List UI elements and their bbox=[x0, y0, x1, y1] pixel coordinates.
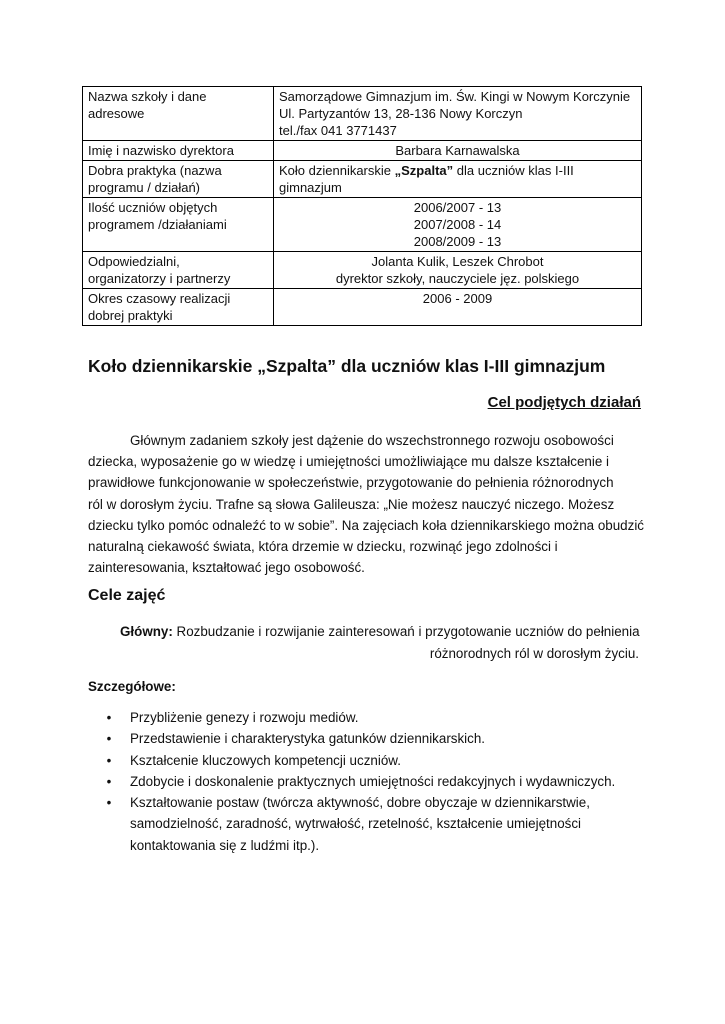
list-item-text: Przybliżenie genezy i rozwoju mediów. bbox=[130, 710, 359, 725]
paragraph-line: ról w dorosłym życiu. Trafne są słowa Galileusza: „Nie możesz nauczyć niczego. Możesz bbox=[88, 496, 615, 512]
main-goal-line: różnorodnych ról w dorosłym życiu. bbox=[429, 645, 639, 661]
row-label-director bbox=[83, 141, 274, 161]
label-line: dobrej praktyki bbox=[88, 308, 173, 323]
value-line: gimnazjum bbox=[279, 180, 342, 195]
row-label-responsible bbox=[83, 252, 274, 289]
paragraph-line: prawidłowe funkcjonowanie w społeczeństwie, przygotowanie do pełnienia różnorodnych bbox=[88, 475, 614, 491]
value-line: 2006/2007 - 13 bbox=[413, 200, 502, 215]
row-label-period bbox=[83, 289, 274, 326]
bullet-icon: • bbox=[106, 773, 112, 789]
list-item bbox=[104, 771, 644, 792]
label-line: Nazwa szkoły i dane bbox=[88, 89, 207, 104]
main-goal-line bbox=[88, 621, 639, 643]
list-item bbox=[104, 707, 644, 728]
list-item-text: Zdobycie i doskonalenie praktycznych umiejętności redakcyjnych i wydawniczych. bbox=[130, 773, 616, 789]
table-row bbox=[83, 198, 642, 252]
table-row bbox=[83, 161, 642, 198]
table-row bbox=[83, 141, 642, 161]
value-bold: „Szpalta” bbox=[394, 163, 454, 178]
list-item-text: Kształcenie kluczowych kompetencji uczniów. bbox=[130, 752, 401, 768]
info-table bbox=[82, 86, 642, 326]
bullet-icon: • bbox=[106, 752, 112, 768]
label-line: Okres czasowy realizacji bbox=[88, 291, 231, 306]
label-line: programu / działań) bbox=[88, 180, 200, 195]
row-value-practice bbox=[274, 161, 642, 198]
value-line: Jolanta Kulik, Leszek Chrobot bbox=[371, 254, 544, 269]
section-subtitle: Cel podjętych działań bbox=[487, 394, 641, 411]
list-item-text: Przedstawienie i charakterystyka gatunków dziennikarskich. bbox=[130, 731, 486, 747]
value-suffix: dla uczniów klas I-III bbox=[453, 163, 574, 178]
label-line: Odpowiedzialni, bbox=[88, 254, 180, 269]
list-item-text: Kształtowanie postaw (twórcza aktywność, dobre obyczaje w dziennikarstwie, bbox=[130, 795, 590, 811]
document-title: Koło dziennikarskie „Szpalta” dla uczniów klas I-III gimnazjum bbox=[88, 356, 606, 376]
purpose-paragraph bbox=[88, 430, 648, 578]
label-line: organizatorzy i partnerzy bbox=[88, 271, 231, 286]
row-value-students bbox=[274, 198, 642, 252]
value-line: 2008/2009 - 13 bbox=[413, 234, 502, 249]
row-value-director bbox=[274, 141, 642, 161]
row-value-school bbox=[274, 87, 642, 141]
row-label-school bbox=[83, 87, 274, 141]
bullet-icon: • bbox=[106, 710, 112, 725]
label-line: adresowe bbox=[88, 106, 145, 121]
list-item-text: samodzielność, zaradność, wytrwałość, rzetelność, kształcenie umiejętności bbox=[130, 816, 582, 832]
paragraph-line: Głównym zadaniem szkoły jest dążenie do wszechstronnego rozwoju osobowości bbox=[130, 433, 614, 448]
paragraph-line: dziecka, wyposażenie go w wiedzę i umiejętności umożliwiające mu dalsze kształcenie i bbox=[88, 454, 609, 470]
label-line: Ilość uczniów objętych bbox=[88, 200, 218, 215]
goals-heading: Cele zajęć bbox=[88, 587, 166, 604]
label-line: programem /działaniami bbox=[88, 217, 227, 232]
table-row bbox=[83, 252, 642, 289]
row-label-students bbox=[83, 198, 274, 252]
list-item bbox=[104, 792, 644, 856]
row-value-period bbox=[274, 289, 642, 326]
table-row bbox=[83, 289, 642, 326]
main-goal bbox=[88, 621, 639, 664]
detailed-heading: Szczegółowe: bbox=[88, 679, 176, 694]
value-line: 2006 - 2009 bbox=[422, 291, 493, 306]
row-label-practice bbox=[83, 161, 274, 198]
paragraph-line: zainteresowania, kształtować jego osobowość. bbox=[88, 560, 365, 576]
value-line: 2007/2008 - 14 bbox=[413, 217, 502, 232]
value-line: Samorządowe Gimnazjum im. Św. Kingi w Nowym Korczynie bbox=[279, 89, 631, 104]
list-item bbox=[104, 728, 644, 749]
label-line: Imię i nazwisko dyrektora bbox=[88, 143, 234, 158]
table-row bbox=[83, 87, 642, 141]
value-line: dyrektor szkoły, nauczyciele jęz. polskiego bbox=[335, 271, 580, 286]
paragraph-line: naturalną ciekawość świata, która drzemie w dziecku, rozwinąć jego zdolności i bbox=[88, 539, 558, 555]
label-line: Dobra praktyka (nazwa bbox=[88, 163, 222, 178]
value-line bbox=[279, 162, 636, 179]
value-prefix: Koło dziennikarskie bbox=[279, 163, 395, 178]
row-value-responsible bbox=[274, 252, 642, 289]
paragraph-line: dziecku tylko pomóc odnaleźć to w sobie”. Na zajęciach koła dziennikarskiego można obudzić bbox=[88, 517, 644, 533]
main-goal-label: Główny: bbox=[120, 624, 173, 639]
detailed-goals-list bbox=[104, 707, 644, 856]
main-goal-text: Rozbudzanie i rozwijanie zainteresowań i przygotowanie uczniów do pełnienia bbox=[172, 624, 640, 639]
value-line: tel./fax 041 3771437 bbox=[279, 123, 397, 138]
value-line: Barbara Karnawalska bbox=[395, 143, 520, 158]
value-line: Ul. Partyzantów 13, 28-136 Nowy Korczyn bbox=[279, 106, 523, 121]
bullet-icon: • bbox=[106, 795, 112, 811]
list-item bbox=[104, 750, 644, 771]
bullet-icon: • bbox=[106, 731, 112, 747]
list-item-text: kontaktowania się z ludźmi itp.). bbox=[130, 837, 320, 853]
